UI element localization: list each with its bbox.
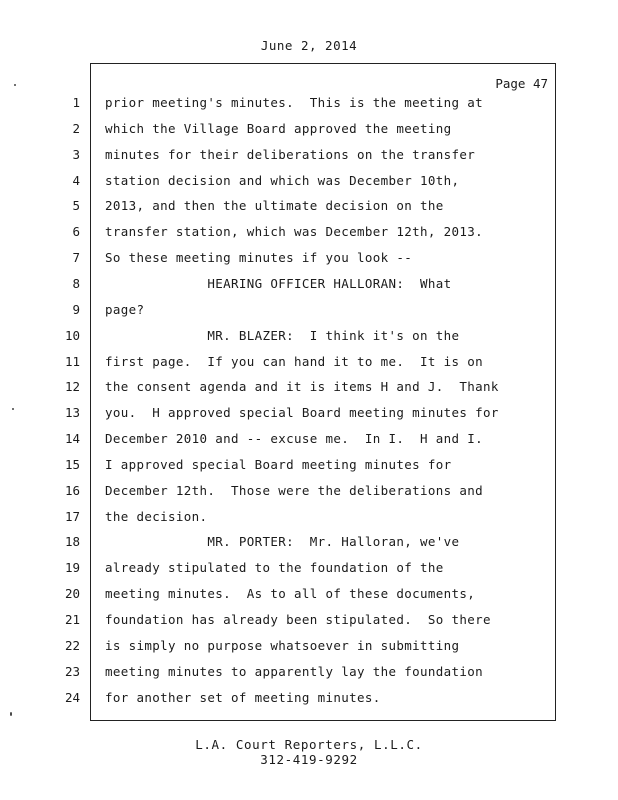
transcript-line	[0, 354, 618, 380]
transcript-line	[0, 638, 618, 664]
page-number: Page 47	[495, 76, 548, 91]
line-number: 23	[64, 663, 80, 679]
line-number: 14	[64, 431, 80, 447]
line-text: is simply no purpose whatsoever in submitting	[105, 637, 460, 653]
line-number: 22	[64, 637, 80, 653]
scan-speck	[14, 84, 16, 86]
line-text: So these meeting minutes if you look --	[105, 250, 413, 266]
line-number: 11	[64, 353, 80, 369]
transcript-line	[0, 95, 618, 121]
line-text: minutes for their deliberations on the transfer	[105, 146, 476, 162]
line-text: HEARING OFFICER HALLORAN: What	[105, 275, 452, 291]
line-number: 4	[72, 172, 80, 188]
transcript-line	[0, 147, 618, 173]
transcript-line	[0, 457, 618, 483]
transcript-line	[0, 690, 618, 716]
line-text: transfer station, which was December 12th, 2013.	[105, 224, 484, 240]
line-number: 19	[64, 560, 80, 576]
footer	[0, 737, 618, 767]
line-number: 21	[64, 612, 80, 627]
footer-company: L.A. Court Reporters, L.L.C.	[195, 737, 423, 752]
footer-phone: 312-419-9292	[260, 752, 358, 767]
transcript-line	[0, 534, 618, 560]
line-text: the decision.	[105, 508, 208, 524]
transcript-line	[0, 586, 618, 612]
line-number: 17	[64, 508, 80, 524]
line-text: meeting minutes. As to all of these documents,	[105, 586, 476, 602]
transcript-line	[0, 431, 618, 457]
transcript-line	[0, 328, 618, 354]
line-number: 20	[64, 586, 80, 602]
line-text: meeting minutes to apparently lay the foundation	[105, 663, 484, 679]
line-text: foundation has already been stipulated. So there	[105, 612, 491, 627]
transcript-line	[0, 405, 618, 431]
line-number: 18	[64, 534, 80, 550]
line-number: 2	[72, 120, 80, 136]
line-text: page?	[105, 301, 145, 317]
line-number: 24	[64, 689, 80, 705]
line-number: 1	[72, 95, 80, 110]
transcript-line	[0, 302, 618, 328]
line-number: 7	[72, 250, 80, 266]
header-date: June 2, 2014	[260, 38, 358, 53]
line-text: already stipulated to the foundation of the	[105, 560, 444, 576]
line-number: 9	[72, 301, 80, 317]
line-text: I approved special Board meeting minutes for	[105, 456, 452, 472]
line-text: station decision and which was December 10th,	[105, 172, 460, 188]
transcript-line	[0, 121, 618, 147]
transcript-line	[0, 379, 618, 405]
line-text: 2013, and then the ultimate decision on the	[105, 198, 444, 214]
transcript-line	[0, 664, 618, 690]
scan-speck	[12, 408, 14, 410]
line-text: December 2010 and -- excuse me. In I. H and I.	[105, 431, 484, 447]
transcript-line	[0, 612, 618, 638]
scan-speck	[10, 712, 12, 716]
line-text: MR. PORTER: Mr. Halloran, we've	[105, 534, 460, 550]
transcript-line	[0, 483, 618, 509]
line-number: 15	[64, 456, 80, 472]
line-number: 16	[64, 482, 80, 498]
transcript-line	[0, 224, 618, 250]
line-number: 12	[64, 379, 80, 395]
line-text: first page. If you can hand it to me. It is on	[105, 353, 484, 369]
transcript-line	[0, 250, 618, 276]
line-number: 5	[72, 198, 80, 214]
line-number: 8	[72, 275, 80, 291]
line-text: December 12th. Those were the deliberations and	[105, 482, 484, 498]
line-text: for another set of meeting minutes.	[105, 689, 381, 705]
transcript-line	[0, 173, 618, 199]
line-number: 13	[64, 405, 80, 421]
line-number: 10	[64, 327, 80, 343]
transcript-line	[0, 198, 618, 224]
line-text: prior meeting's minutes. This is the meeting at	[105, 95, 484, 110]
line-number: 6	[72, 224, 80, 240]
transcript-line	[0, 509, 618, 535]
line-text: you. H approved special Board meeting minutes for	[105, 405, 499, 421]
line-text: MR. BLAZER: I think it's on the	[105, 327, 460, 343]
line-number: 3	[72, 146, 80, 162]
transcript-line	[0, 560, 618, 586]
line-text: which the Village Board approved the meeting	[105, 120, 452, 136]
line-text: the consent agenda and it is items H and J. Thank	[105, 379, 499, 395]
transcript-line	[0, 276, 618, 302]
